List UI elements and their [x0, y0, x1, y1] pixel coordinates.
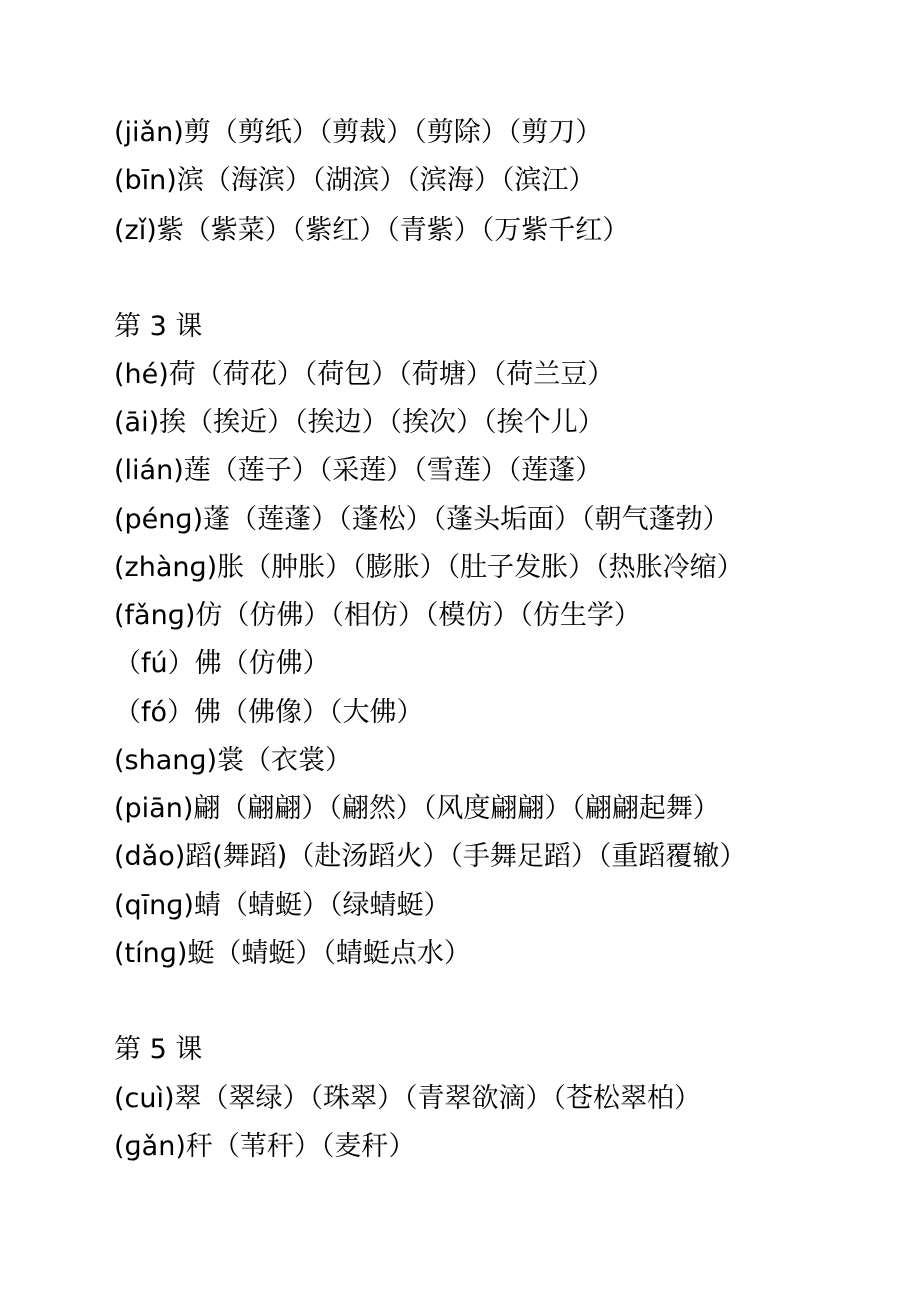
vocab-line-fu: （fú）佛（仿佛） — [114, 648, 330, 679]
vocab-line-lian: (lián)莲（莲子）（采莲）（雪莲）（莲蓬） — [114, 455, 603, 486]
vocab-line-peng: (pénɡ)蓬（莲蓬）（蓬松）（蓬头垢面）（朝气蓬勃） — [114, 504, 730, 535]
vocab-line-he: (hé)荷（荷花）（荷包）（荷塘）（荷兰豆） — [114, 359, 615, 390]
vocab-line-jian: (jiǎn)剪（剪纸）（剪裁）（剪除）（剪刀） — [114, 117, 603, 148]
vocab-line-cui: (cuì)翠（翠绿）（珠翠）（青翠欲滴）（苍松翠柏） — [114, 1083, 702, 1114]
vocab-line-shang: (shanɡ)裳（衣裳） — [114, 745, 353, 776]
vocab-line-pian: (piān)翩（翩翩）（翩然）（风度翩翩）（翩翩起舞） — [114, 793, 720, 824]
vocab-line-fang: (fǎnɡ)仿（仿佛）（相仿）（模仿）（仿生学） — [114, 600, 641, 631]
vocab-line-bin: (bīn)滨（海滨）（湖滨）（滨海）（滨江） — [114, 165, 596, 196]
lesson-heading-3: 第 3 课 — [114, 311, 203, 342]
vocab-line-dao: (dǎo)蹈(舞蹈)（赴汤蹈火）（手舞足蹈）（重蹈覆辙） — [114, 841, 747, 872]
vocab-line-ai: (āi)挨（挨近）（挨边）（挨次）（挨个儿） — [114, 407, 605, 438]
vocab-line-ting: (tínɡ)蜓（蜻蜓）（蜻蜓点水） — [114, 938, 471, 969]
vocab-line-qing: (qīnɡ)蜻（蜻蜓）（绿蜻蜓） — [114, 890, 451, 921]
vocab-line-zi: (zǐ)紫（紫菜）（紫红）（青紫）（万紫千红） — [114, 215, 630, 246]
vocab-line-zhang: (zhànɡ)胀（肿胀）（膨胀）（肚子发胀）（热胀冷缩） — [114, 552, 744, 583]
lesson-heading-5: 第 5 课 — [114, 1034, 203, 1065]
vocab-line-fo: （fó）佛（佛像）（大佛） — [114, 697, 424, 728]
vocab-line-gan: (ɡǎn)秆（苇秆）（麦秆） — [114, 1131, 416, 1162]
